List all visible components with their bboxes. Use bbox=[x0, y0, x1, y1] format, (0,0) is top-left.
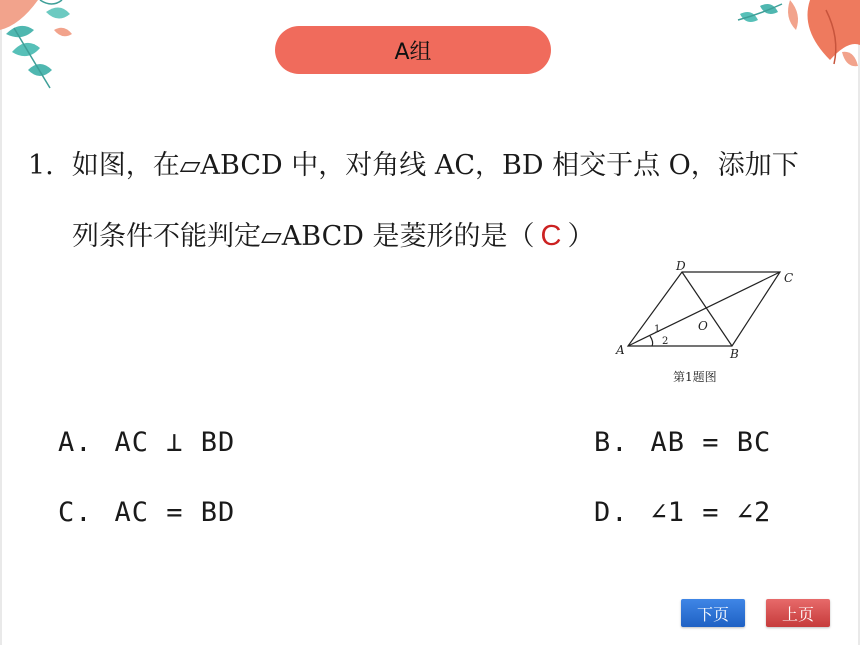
figure-caption: 第1题图 bbox=[673, 370, 717, 384]
leaf-decoration-right bbox=[730, 0, 860, 80]
option-b-letter: B. bbox=[594, 427, 629, 458]
diagonal-bd bbox=[682, 272, 732, 346]
group-label-pill bbox=[275, 26, 551, 74]
group-label: A组 bbox=[394, 39, 432, 65]
question-text-3: ） bbox=[567, 221, 595, 252]
option-d-letter: D. bbox=[594, 497, 629, 528]
frame-left bbox=[0, 0, 2, 645]
question-text-1: 如图，在▱ABCD 中，对角线 AC，BD 相交于点 O，添加下 bbox=[71, 150, 799, 181]
option-a-letter: A. bbox=[58, 427, 93, 458]
point-d-label: D bbox=[676, 259, 686, 273]
question-number: 1. bbox=[28, 150, 54, 181]
angle-2-label: 2 bbox=[662, 336, 669, 347]
question-text-2: 列条件不能判定▱ABCD 是菱形的是（ bbox=[72, 221, 535, 252]
angle-1-label: 1 bbox=[654, 324, 661, 335]
leaf-decoration-left bbox=[0, 0, 90, 95]
next-page-button[interactable]: 下页 bbox=[681, 599, 745, 627]
option-a-text: AC ⊥ BD bbox=[114, 427, 236, 458]
previous-page-button[interactable]: 上页 bbox=[766, 599, 830, 627]
question-line-2 bbox=[72, 220, 594, 253]
option-c-text: AC = BD bbox=[114, 497, 236, 528]
option-a bbox=[58, 427, 235, 458]
option-b-text: AB = BC bbox=[650, 427, 772, 458]
point-a-label: A bbox=[616, 343, 625, 357]
option-d-text: ∠1 = ∠2 bbox=[650, 497, 772, 528]
option-b bbox=[594, 427, 771, 458]
point-o-label: O bbox=[698, 319, 708, 333]
option-c-letter: C. bbox=[58, 497, 93, 528]
point-c-label: C bbox=[784, 271, 794, 285]
diagonal-ac bbox=[628, 272, 780, 346]
question-line-1 bbox=[28, 150, 799, 182]
answer-value: C bbox=[540, 220, 562, 252]
option-c bbox=[58, 497, 235, 528]
point-b-label: B bbox=[730, 347, 739, 361]
option-d bbox=[594, 497, 771, 528]
angle-arc bbox=[650, 336, 653, 346]
